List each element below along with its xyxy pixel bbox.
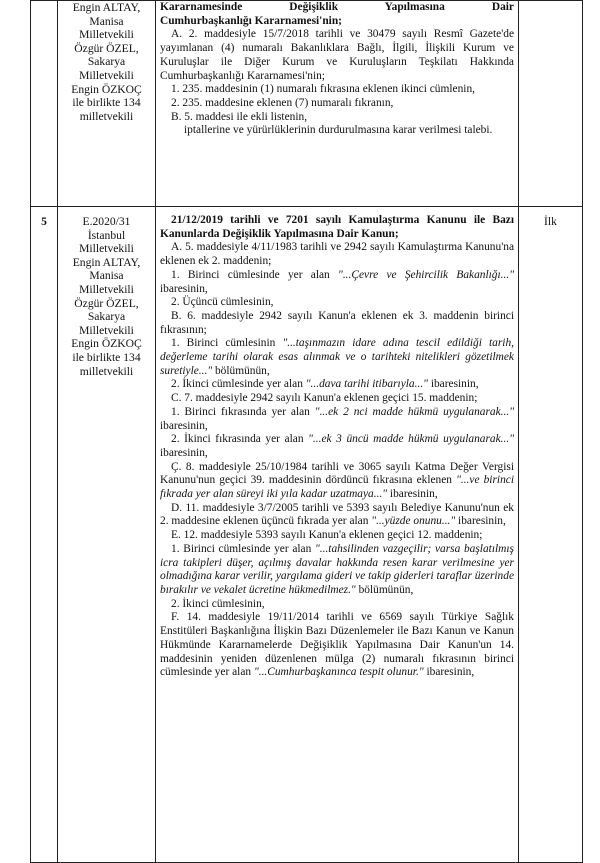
sponsor-line: Özgür ÖZEL, — [74, 296, 139, 310]
paragraph: 1. 235. maddesinin (1) numaralı fıkrasına eklenen ikinci cümlenin, — [171, 83, 475, 96]
paragraph-text: 2. İkinci cümlesinde yer alan — [171, 378, 306, 391]
paragraph-text: 1. Birinci cümlesinde yer alan — [171, 542, 315, 555]
paragraph-list — [160, 241, 514, 680]
sponsor-line: ile birlikte 134 — [72, 96, 141, 110]
sponsor-line: Engin ALTAY, — [72, 255, 141, 269]
paragraph-text: ibaresinin, — [427, 378, 479, 391]
paragraph-text: bölümünün, — [355, 583, 414, 596]
decision-table — [30, 0, 583, 863]
paragraph — [160, 310, 514, 337]
sponsor-line: Engin ALTAY, — [72, 1, 141, 14]
paragraph-text: ibaresinin, — [160, 446, 208, 459]
table-row — [31, 1, 583, 207]
paragraph: B. 5. maddesi ile ekli listenin, — [171, 110, 308, 123]
quoted-text: "...ek 3 üncü madde hükmü uygulanarak..." — [308, 433, 514, 446]
sponsor-line: Milletvekili — [79, 242, 134, 256]
quoted-text: "...taşınmazın idare adına tescil edildiği tarih, değerleme tarihi olarak esas alınmak ve o tarihteki nitelikleri gözetilmek suretiyle..." — [160, 337, 514, 377]
paragraph-text: bölümünün, — [212, 364, 270, 377]
paragraph-text: 2. İkinci cümlesinin, — [171, 597, 265, 610]
paragraph-text: 1. Birinci cümlesinde yer alan — [171, 268, 339, 281]
paragraph-text: ibaresinin, — [387, 488, 438, 501]
sponsor-line: milletvekili — [79, 109, 134, 123]
quoted-text: "...ek 2 nci madde hükmü uygulanarak..." — [314, 405, 514, 418]
paragraph — [160, 241, 514, 268]
title-line: Kararnamesinde Değişiklik Yapılmasına Dair — [160, 1, 514, 13]
paragraph-text: Ç. 8. maddesiyle 25/10/1984 tarihli ve 3065 sayılı Katma Değer Vergisi Kanunu'nun geçici 39. maddesinin dördüncü fıkrasına eklenen — [160, 460, 514, 487]
quoted-text: "...Cumhurbaşkanınca tespit olunur." — [253, 666, 424, 679]
paragraph-text: 1. Birinci cümlesinin — [171, 337, 283, 350]
status-label: İlk — [519, 207, 583, 863]
sponsor-line: Milletvekili — [79, 282, 134, 296]
content-cell — [156, 207, 519, 863]
content-cell — [156, 1, 519, 207]
paragraph — [160, 611, 514, 680]
paragraph-text: E. 12. maddesiyle 5393 sayılı Kanun'a eklenen geçici 12. maddenin; — [171, 529, 483, 542]
paragraph-text: D. 11. maddesiyle 3/7/2005 tarihli ve 5393 sayılı Belediye Kanunu'nun ek 2. maddesine eklenen üçüncü fıkrada yer alan — [160, 501, 514, 528]
paragraph — [160, 461, 514, 502]
paragraph-text: 2. İkinci fıkrasında yer alan — [171, 433, 309, 446]
sponsor-cell — [58, 207, 156, 863]
sponsor-line: ile birlikte 134 — [72, 350, 141, 364]
paragraph-text: 2. Üçüncü cümlesinin, — [171, 296, 274, 309]
row-number-cell — [31, 1, 58, 207]
sponsor-line: Manisa — [89, 269, 124, 283]
sponsor-line: Sakarya — [87, 310, 126, 324]
paragraph: A. 2. maddesiyle 15/7/2018 tarihli ve 30479 sayılı Resmî Gazete'de yayımlanan (4) numaralı Bakanlıklara Bağlı, İlgili, İlişkili Kurum ve Kuruluşlar ile Diğer Kurum ve Kuruluşların Teşkilatı Hakkında Cumhurbaşkanlığı Kararnamesi'nin; — [160, 28, 514, 82]
paragraph — [160, 598, 514, 612]
paragraph-text: 1. Birinci fıkrasında yer alan — [171, 405, 315, 418]
sponsor-line: milletvekili — [79, 364, 134, 378]
paragraph: 2. 235. maddesine eklenen (7) numaralı fıkranın, — [171, 96, 394, 109]
paragraph — [160, 269, 514, 296]
quoted-text: "...dava tarihi itibarıyla..." — [305, 378, 428, 391]
quoted-text: "...yüzde onunu..." — [371, 515, 456, 528]
law-title: 21/12/2019 tarihli ve 7201 sayılı Kamulaştırma Kanunu ile Bazı Kanunlarda Değişiklik Yapılmasına Dair Kanun; — [160, 214, 514, 240]
paragraph — [160, 378, 514, 392]
paragraph — [160, 529, 514, 543]
paragraph — [160, 406, 514, 433]
paragraph-text: F. 14. maddesiyle 19/11/2014 tarihli ve 6569 sayılı Türkiye Sağlık Enstitüleri Başkanlığına İlişkin Bazı Düzenlemeler ile Bazı Kanun ve Kanun Hükmünde Kararnamelerde Değişiklik Yapılmasına Dair Kanun'un 14. maddesinin yeniden düzenlenen mülga (2) numaralı fıkrasının birinci cümlesinde yer alan — [160, 611, 514, 679]
sponsor-line: Milletvekili — [79, 28, 134, 42]
status-cell — [519, 1, 583, 207]
sponsor-line: Milletvekili — [79, 323, 134, 337]
sponsor-line: Milletvekili — [79, 68, 134, 82]
sponsor-line: Özgür ÖZEL, — [74, 41, 139, 55]
quoted-text: "...Çevre ve Şehircilik Bakanlığı..." — [338, 268, 514, 281]
paragraph-text: B. 6. maddesiyle 2942 sayılı Kanun'a eklenen ek 3. maddenin birinci fıkrasının; — [160, 309, 514, 336]
quoted-text: "...ve birinci fıkrada yer alan süreyi iki yıla kadar uzatmaya..." — [160, 474, 514, 501]
sponsor-line: Manisa — [89, 14, 124, 28]
paragraph-text: ibaresinin, — [160, 419, 208, 432]
paragraph-text: ibaresinin, — [160, 282, 208, 295]
paragraph — [160, 433, 514, 460]
paragraph-text: ibaresinin, — [455, 515, 506, 528]
paragraph-text: ibaresinin, — [423, 666, 475, 679]
paragraph — [160, 502, 514, 529]
title-line: Cumhurbaşkanlığı Kararnamesi'nin; — [160, 14, 342, 27]
paragraph-text: C. 7. maddesiyle 2942 sayılı Kanun'a eklenen geçici 15. maddenin; — [171, 392, 478, 405]
paragraph — [160, 296, 514, 310]
paragraph: iptallerine ve yürürlüklerinin durdurulmasına karar verilmesi talebi. — [184, 124, 493, 137]
sponsor-cell — [58, 1, 156, 207]
paragraph — [160, 337, 514, 378]
paragraph — [160, 392, 514, 406]
sponsor-line: İstanbul — [87, 228, 126, 242]
case-number: E.2020/31 — [82, 215, 131, 228]
paragraph-text: A. 5. maddesiyle 4/11/1983 tarihli ve 2942 sayılı Kamulaştırma Kanunu'na eklenen ek 2. maddenin; — [160, 241, 514, 268]
quoted-text: "...tahsilinden vazgeçilir; varsa başlatılmış icra takipleri düşer, açılmış davalar hakkında resen karar verilmesine yer olmadığına karar verilir, yargılama gideri ve takip giderleri taraflar üzerinde bırakılır ve vekalet ücretine hükmedilmez." — [160, 542, 514, 596]
sponsor-line: Engin ÖZKOÇ — [71, 82, 142, 96]
table-row — [31, 207, 583, 863]
sponsor-line: Sakarya — [87, 55, 126, 69]
sponsor-line: Engin ÖZKOÇ — [71, 337, 142, 351]
row-number: 5 — [31, 207, 58, 863]
paragraph — [160, 543, 514, 598]
